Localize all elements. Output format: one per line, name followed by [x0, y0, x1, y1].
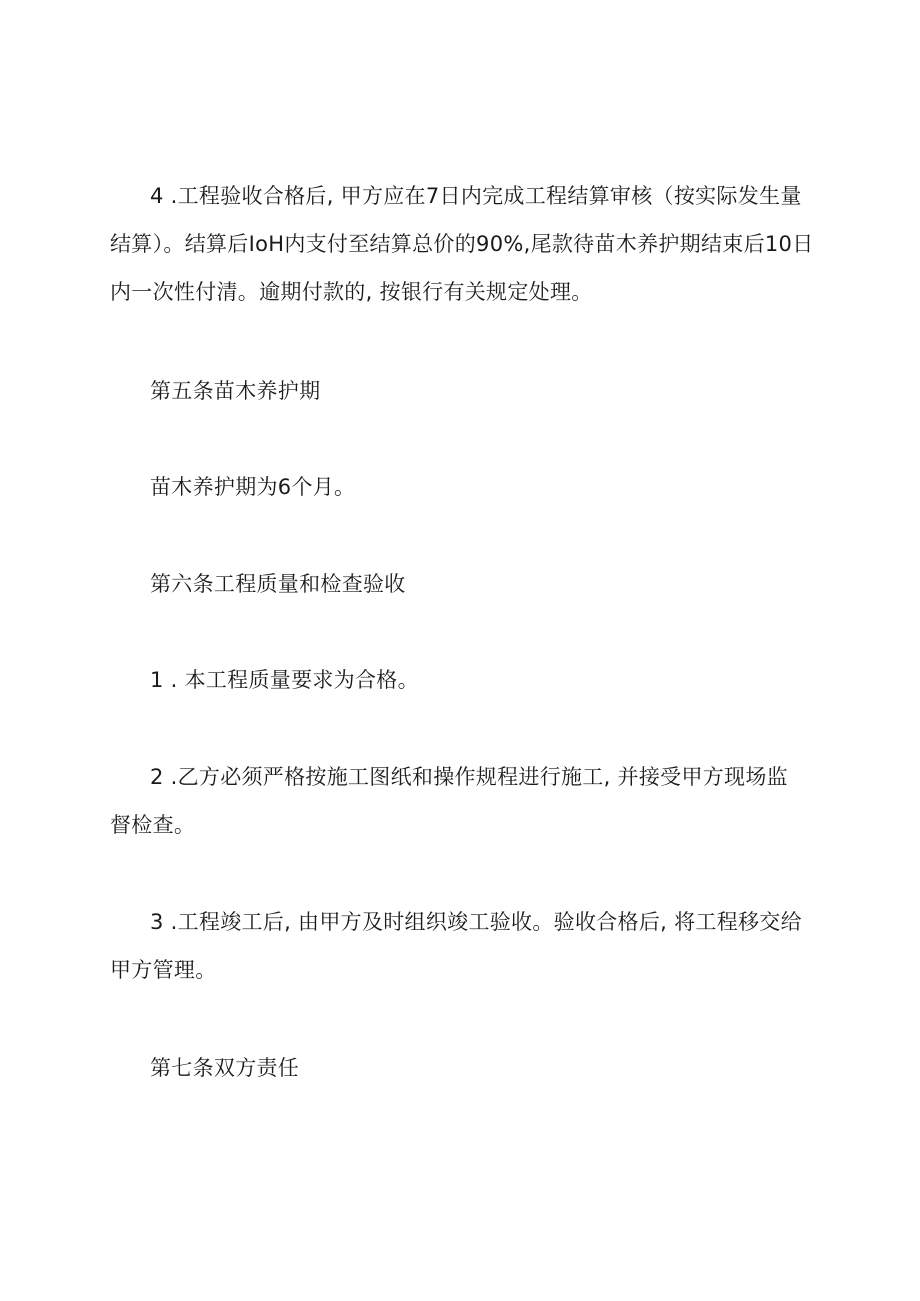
paragraph-line: 甲方管理。 — [110, 958, 217, 982]
completion-acceptance-item — [110, 898, 814, 994]
paragraph-line: 2 .乙方必须严格按施工图纸和操作规程进行施工, 并接受甲方现场监 — [150, 765, 788, 789]
maintenance-period-text: 苗木养护期为6个月。 — [150, 475, 356, 499]
paragraph-line: 内一次性付清。逾期付款的, 按银行有关规定处理。 — [110, 280, 593, 304]
paragraph-line: 结算）。结算后IoH内支付至结算总价的90%,尾款待苗木养护期结束后10日 — [110, 232, 814, 256]
paragraph-line: 4 .工程验收合格后, 甲方应在7日内完成工程结算审核（按实际发生量 — [150, 184, 802, 208]
article-5-heading: 第五条苗木养护期 — [150, 379, 321, 403]
article-6-heading: 第六条工程质量和检查验收 — [150, 572, 406, 596]
quality-requirement-item: 1 . 本工程质量要求为合格。 — [150, 668, 419, 692]
paragraph-line: 督检查。 — [110, 813, 196, 837]
construction-compliance-item — [110, 753, 814, 849]
clause-4-paragraph — [110, 172, 814, 316]
article-7-heading: 第七条双方责任 — [150, 1056, 300, 1080]
paragraph-line: 3 .工程竣工后, 由甲方及时组织竣工验收。验收合格后, 将工程移交给 — [150, 910, 802, 934]
